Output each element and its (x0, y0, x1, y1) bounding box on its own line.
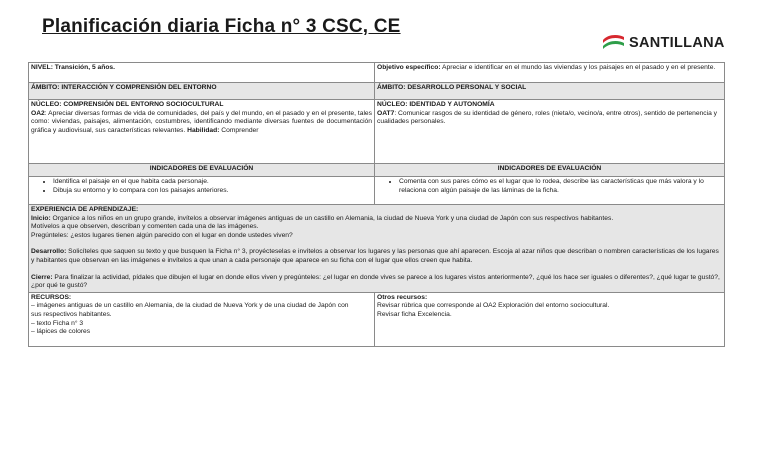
page-title: Planificación diaria Ficha n° 3 CSC, CE (42, 16, 401, 37)
santillana-logo (600, 28, 725, 58)
objective-label: Objetivo específico: (377, 64, 441, 71)
level-objective-row (29, 63, 725, 83)
objective-text: Apreciar e identificar en el mundo las viviendas y los paisajes en el pasado y en el presente. (440, 64, 716, 71)
indicators-right-header: INDICADORES DE EVALUACIÓN (375, 164, 725, 177)
desarrollo-text: Solicíteles que saquen su texto y que busquen la Ficha n° 3, proyécteselas e invítelos a observar los lugares y las personas que ahí aparecen. Escoja al azar niños que describan o nombren características de los lugares y habitantes que observan en las imágenes e invítelos a que unan a cada personaje que aparece en su ficha con el lugar que ellos creen que habita. (31, 248, 719, 264)
level-cell (29, 63, 375, 83)
resources-heading: RECURSOS: (31, 293, 72, 301)
experience-row (29, 205, 725, 293)
list-item: Revisar ficha Excelencia. (377, 310, 452, 318)
list-item: • Comenta con sus pares cómo es el lugar que lo rodea, describe las características que más valora y lo relaciona con algún paisaje de las láminas de la ficha. (399, 178, 714, 195)
resources-right-cell (375, 292, 725, 346)
planning-table (28, 62, 725, 347)
core-right-heading: NÚCLEO: IDENTIDAD Y AUTONOMÍA (377, 101, 495, 108)
scope-left: ÁMBITO: INTERACCIÓN Y COMPRENSIÓN DEL ENTORNO (29, 83, 375, 100)
core-left-oa-text: : Apreciar diversas formas de vida de comunidades, del país y del mundo, en el pasado y en el presente, tales como: viviendas, paisajes, alimentación, costumbres, identificando mediante diversas fuentes de documentación gráfica y audiovisual, sus características relevantes. (31, 109, 372, 134)
list-item: • Dibuja su entorno y lo compara con los paisajes anteriores. (53, 187, 372, 196)
core-row (29, 100, 725, 164)
desarrollo-label: Desarrollo: (31, 248, 67, 256)
core-right-oa-label: OAT7 (377, 109, 395, 117)
resources-row (29, 292, 725, 346)
indicators-left-header: INDICADORES DE EVALUACIÓN (29, 164, 375, 177)
indicators-row (29, 177, 725, 205)
core-right-oa-text: : Comunicar rasgos de su identidad de género, roles (nieta/o, vecino/a, entre otros), sentido de pertenencia y cualidades personales. (377, 109, 718, 126)
core-left-oa-label: OA2 (31, 109, 45, 117)
list-item: – texto Ficha n° 3 (31, 319, 84, 327)
list-item: • Identifica el paisaje en el que habita cada personaje. (53, 178, 372, 187)
core-left-skill-label: Habilidad: (187, 126, 220, 134)
core-right-cell (375, 100, 725, 164)
indicators-header-row (29, 164, 725, 177)
logo-wordmark: SANTILLANA (629, 35, 725, 51)
indicators-right-list (377, 178, 722, 195)
core-left-cell (29, 100, 375, 164)
scope-right: ÁMBITO: DESARROLLO PERSONAL Y SOCIAL (375, 83, 725, 100)
cierre-label: Cierre: (31, 273, 53, 281)
core-left-heading: NÚCLEO: COMPRENSIÓN DEL ENTORNO SOCIOCULTURAL (31, 101, 224, 108)
resources-left-cell (29, 292, 375, 346)
santillana-logo-icon (600, 31, 626, 55)
inicio-line-3: Pregúnteles: ¿estos lugares tienen algún parecido con el lugar en donde ustedes viven? (31, 231, 293, 239)
other-resources-heading: Otros recursos: (377, 293, 428, 301)
list-item: – imágenes antiguas de un castillo en Alemania, de la ciudad de Nueva York y de una ciudad de Japón con sus respectivos habitantes. (31, 302, 349, 318)
indicators-right-cell (375, 177, 725, 205)
core-left-skill-text: Comprender (219, 126, 259, 134)
list-item: Revisar rúbrica que corresponde al OA2 Exploración del entorno sociocultural. (377, 302, 610, 310)
experience-cell (29, 205, 725, 293)
cierre-text: Para finalizar la actividad, pídales que dibujen el lugar en donde ellos viven y pregúnteles: ¿el lugar en donde vives se parece a los lugares vistos anteriormente?, ¿qué los hace ser iguales o diferentes?, ¿qué lugar te gustó?, ¿por qué te gustó? (31, 273, 720, 290)
experience-heading: EXPERIENCIA DE APRENDIZAJE: (31, 206, 139, 213)
indicators-left-cell (29, 177, 375, 205)
scope-row (29, 83, 725, 100)
list-item: – lápices de colores (31, 328, 91, 336)
indicators-left-list (31, 178, 372, 196)
level-label: NIVEL: Transición, 5 años. (31, 64, 115, 71)
inicio-label: Inicio: (31, 214, 51, 222)
inicio-text: Organice a los niños en un grupo grande, invítelos a observar imágenes antiguas de un castillo en Alemania, la ciudad de Nueva York y una ciudad de Japón con sus respectivos habitantes. (50, 214, 614, 222)
objective-cell (375, 63, 725, 83)
inicio-line-2: Motívelos a que observen, describan y comenten cada una de las imágenes. (31, 223, 259, 231)
